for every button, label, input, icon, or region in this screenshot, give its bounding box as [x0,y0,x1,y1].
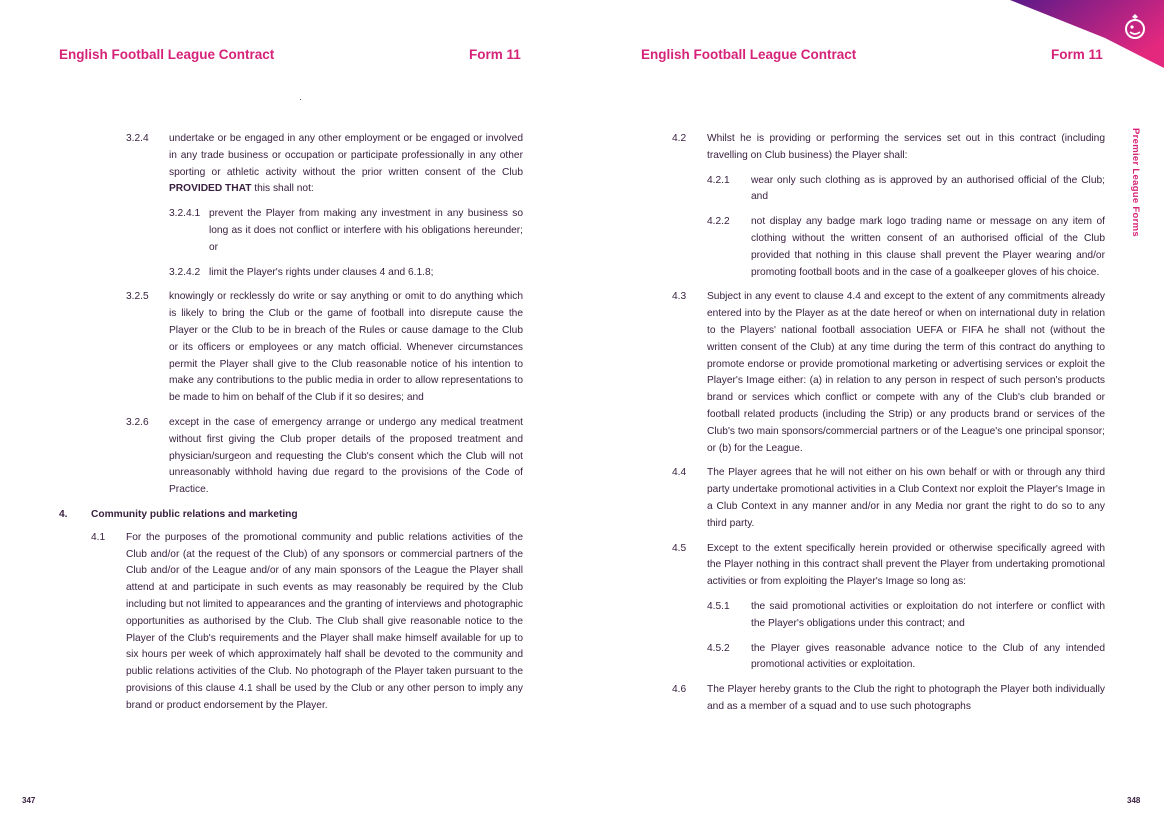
right-page-number: 348 [1127,796,1141,805]
clause-number: 4.2.1 [707,174,730,186]
clause-number: 3.2.4.2 [169,266,201,278]
clause-4-5 [672,541,1105,591]
clause-4-5-1 [672,599,1105,633]
section-title: Community public relations and marketing [91,508,298,520]
side-tab-label: Premier League Forms [1130,128,1141,237]
lion-crest-icon [1118,10,1152,44]
clause-3-2-6 [59,415,523,499]
clause-number: 4.4 [672,467,687,479]
clause-text: The Player hereby grants to the Club the right to photograph the Player both individually and as a member of a squad and to use such photographs [707,684,1105,712]
left-form-label: Form 11 [469,47,521,62]
clause-4-2-1 [672,173,1105,207]
clause-text: except in the case of emergency arrange or undergo any medical treatment without first giving the Club proper details of the proposed treatment and physician/surgeon and requesting the Club's consent which the Club will not unreasonably withhold having due regard to the provisions of the Code of Practice. [169,416,523,496]
section-number: 4. [59,508,68,520]
clause-4-2 [672,131,1105,165]
stray-dot [300,99,301,100]
clause-text: the said promotional activities or exploitation do not interfere or conflict with the Player's obligations under this contract; and [751,600,1105,629]
clause-number: 4.6 [672,684,687,696]
clause-text: not display any badge mark logo trading name or message on any item of clothing without the written consent of an authorised official of the Club provided that nothing in this clause shall prevent the Player wearing and/or promoting football boots and in the case of a goalkeeper gloves of his choice. [751,216,1105,278]
clause-number: 4.2.2 [707,216,730,228]
clause-text: prevent the Player from making any investment in any business so long as it does not conflict or interfere with his obligations hereunder; or [209,208,523,253]
clause-number: 3.2.4.1 [169,208,201,220]
clause-number: 3.2.6 [126,416,149,428]
clause-text: the Player gives reasonable advance notice to the Club of any intended promotional activities or exploitation. [751,642,1105,671]
clause-4-3 [672,289,1105,457]
clause-4-1 [59,530,523,715]
clause-text: undertake or be engaged in any other employment or be engaged or involved in any trade business or occupation or participate professionally in any other sporting or athletic activity without the prior written consent of the Club PROVIDED THAT this shall not: [169,133,523,195]
left-column [59,131,523,723]
right-form-label: Form 11 [1051,47,1103,62]
clause-text: Subject in any event to clause 4.4 and except to the extent of any commitments already entered into by the Player as at the date hereof or when on international duty in relation to the Players' national football association UEFA or FIFA he shall not (without the written consent of the Club) at any time during the term of this contract do anything to promote endorse or provide promotional marketing or advertising services or exploit the Player's Image either: (a) in relation to any person in respect of such person's products brand or services which conflict or compete with any of the Club's club branded or football related products (including the Strip) or any products brand or services of the Club's two main sponsors/commercial partners or of the League's one principal sponsor; or (b) for the League. [707,291,1105,454]
clause-text: limit the Player's rights under clauses 4 and 6.1.8; [209,266,434,278]
clause-text: knowingly or recklessly do write or say anything or omit to do anything which is likely to bring the Club or the game of football into disrepute cause the Player or the Club to be in breach of the Rules or cause damage to the Club or its officers or employees or any match official. Whenever circumstances permit the Player shall give to the Club reasonable notice of his intention to make any contributions to the public media in order to allow representations to be made to him on behalf of the Club if it so desires; and [169,291,523,404]
clause-number: 4.3 [672,291,687,303]
clause-text: Whilst he is providing or performing the services set out in this contract (including travelling on Club business) the Player shall: [707,133,1105,161]
clause-text: wear only such clothing as is approved by an authorised official of the Club; and [751,174,1105,203]
clause-3-2-5 [59,289,523,407]
clause-number: 4.1 [91,531,106,543]
clause-text: For the purposes of the promotional community and public relations activities of the Club and/or (at the request of the Club) of any sponsors or commercial partners of the Club and/or of the League and/or of any main sponsors of the League the Player shall attend at and participate in such events as may reasonably be required by the Club including but not limited to appearances and the granting of interviews and photographic opportunities as authorised by the Club. The Club shall give reasonable notice to the Player of the Club's requirements and the Player shall make himself available for up to six hours per week of which approximately half shall be devoted to the community and public relations activities of the Club. No photograph of the Player taken pursuant to the provisions of this clause 4.1 shall be used by the Club or any other person to imply any brand or product endorsement by the Player. [126,531,524,711]
clause-3-2-4-1 [59,206,523,256]
section-4-heading [59,507,523,524]
clause-number: 3.2.4 [126,133,149,144]
clause-number: 4.5 [672,542,687,554]
clause-text: Except to the extent specifically herein provided or otherwise specifically agreed with the Player nothing in this contract shall prevent the Player from undertaking promotional activities or from exploiting the Player's Image so long as: [707,542,1105,588]
clause-3-2-4 [59,131,523,198]
clause-number: 4.5.1 [707,600,730,612]
clause-number: 3.2.5 [126,291,149,303]
clause-number: 4.2 [672,133,687,144]
clause-text: The Player agrees that he will not either on his own behalf or with or through any third party undertake promotional activities in a Club Context nor exploit the Player's Image in a Club Context in any manner and/or in any Media nor grant the right to do so to any third party. [707,467,1105,529]
clause-4-2-2 [672,214,1105,281]
clause-number: 4.5.2 [707,642,730,654]
right-column [672,131,1105,724]
left-page-number: 347 [22,796,36,805]
left-page-title: English Football League Contract [59,47,275,62]
clause-4-5-2 [672,641,1105,675]
clause-4-4 [672,465,1105,532]
right-page-title: English Football League Contract [641,47,857,62]
clause-4-6 [672,682,1105,716]
clause-3-2-4-2 [59,265,523,282]
